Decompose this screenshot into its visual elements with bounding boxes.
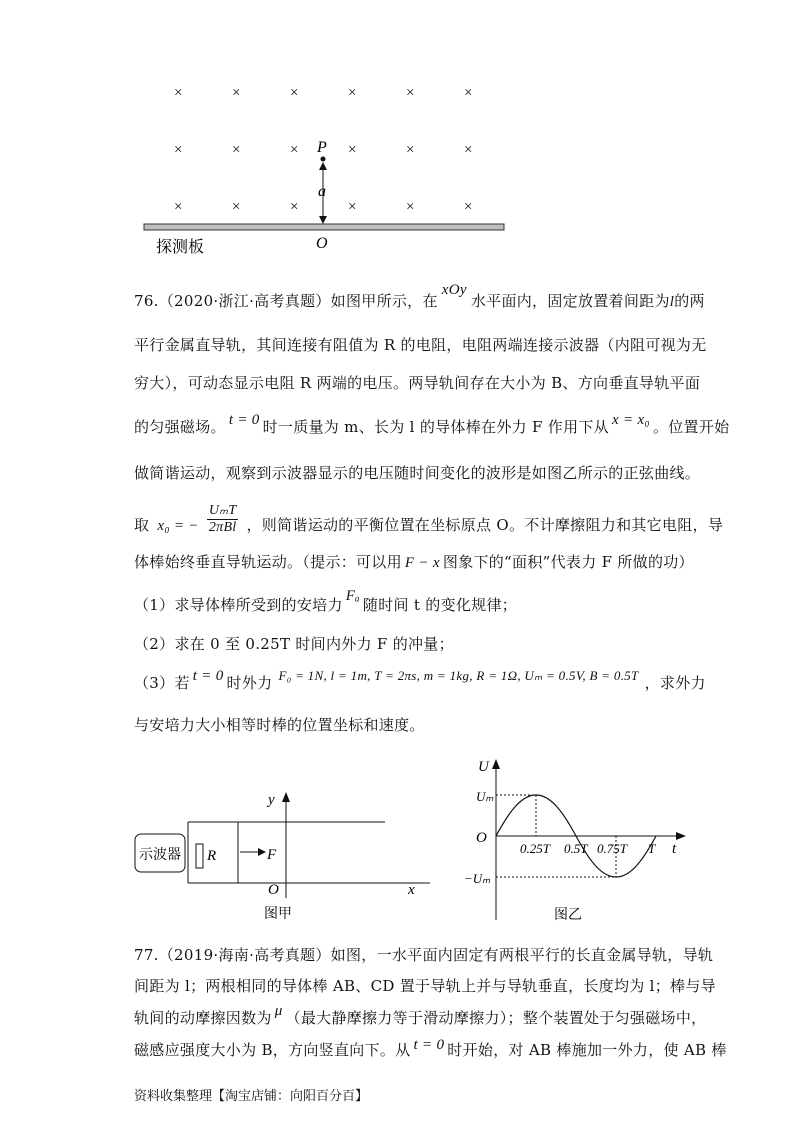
tick-t: T xyxy=(648,841,656,856)
label-u: U xyxy=(478,759,489,775)
q76-line-5: 做简谐运动，观察到示波器显示的电压随时间变化的波形是如图乙所示的正弦曲线。 xyxy=(134,464,701,482)
q76-part-3: （3）若 t = 0 时外力 F₀ = 1N, l = 1m, T = 2πs, m = 1kg, R = 1Ω, Uₘ = 0.5V, B = 0.5T ，求外力 xyxy=(134,668,706,692)
cross: × xyxy=(232,85,241,101)
cross: × xyxy=(348,85,357,101)
label-p: P xyxy=(317,139,327,156)
label-o: O xyxy=(316,235,328,252)
caption-yi: 图乙 xyxy=(554,907,582,923)
cross: × xyxy=(174,199,183,215)
u-axis-arrow xyxy=(492,759,500,769)
cross: × xyxy=(348,199,357,215)
cross: × xyxy=(406,199,415,215)
field-figure xyxy=(130,70,530,260)
cross: × xyxy=(464,142,473,158)
cross: × xyxy=(232,199,241,215)
cross: × xyxy=(406,85,415,101)
q77-line-1: 77.（2019·海南·高考真题）如图，一水平面内固定有两根平行的长直金属导轨，导轨 xyxy=(134,946,714,964)
label-o: O xyxy=(476,830,487,846)
label-r: R xyxy=(207,848,217,864)
caption-jia: 图甲 xyxy=(264,906,292,922)
cross: × xyxy=(232,142,241,158)
label-y: y xyxy=(268,792,275,808)
q76-part-2: （2）求在 0 至 0.25T 时间内外力 F 的冲量； xyxy=(134,635,454,653)
cross: × xyxy=(464,199,473,215)
cross: × xyxy=(348,142,357,158)
label-um: Uₘ xyxy=(476,789,494,804)
q77-line-4: 磁感应强度大小为 B，方向竖直向下。从 t = 0 时开始，对 AB 棒施加一外力，使 AB 棒 xyxy=(134,1037,727,1059)
resistor xyxy=(196,844,203,868)
arrow-down xyxy=(319,216,327,224)
plate-label: 探测板 xyxy=(156,237,205,256)
cross: × xyxy=(174,142,183,158)
tick-075t: 0.75T xyxy=(597,841,627,856)
q77-line-2: 间距为 l；两根相同的导体棒 AB、CD 置于导轨上并与导轨垂直，长度均为 l；棒与导 xyxy=(134,977,716,995)
q76-line-3: 穷大），可动态显示电阻 R 两端的电压。两导轨间存在大小为 B、方向垂直导轨平面 xyxy=(134,374,701,392)
label-t: t xyxy=(672,841,677,857)
q76-line-6: 取 x₀ = − UₘT 2πBl ，则简谐运动的平衡位置在坐标原点 O。不计摩擦阻力和其它电阻，导 xyxy=(134,503,724,535)
force-arrow-head xyxy=(258,848,266,856)
q76-part-1: （1）求导体棒所受到的安培力 Fₐ 随时间 t 的变化规律； xyxy=(134,588,518,614)
q76-line-7: 体棒始终垂直导轨运动。（提示：可以用 F − x 图象下的“面积”代表力 F 所做的功） xyxy=(134,553,694,571)
figure-jia xyxy=(130,788,440,928)
tick-05t: 0.5T xyxy=(564,841,588,856)
cross: × xyxy=(406,142,415,158)
label-f: F xyxy=(267,847,277,863)
figure-yi xyxy=(440,755,690,927)
q77-line-3: 轨间的动摩擦因数为 μ （最大静摩擦力等于滑动摩擦力）；整个装置处于匀强磁场中， xyxy=(134,1003,707,1027)
q76-line-1: 76.（2020·浙江·高考真题）如图甲所示，在xOy水平面内，固定放置着间距为l的两 xyxy=(134,282,705,310)
cross: × xyxy=(174,85,183,101)
cross: × xyxy=(290,85,299,101)
q76-line-11: 与安培力大小相等时棒的位置坐标和速度。 xyxy=(134,716,425,734)
cross: × xyxy=(464,85,473,101)
t-axis-arrow xyxy=(676,832,686,840)
label-o: O xyxy=(268,882,279,898)
fraction: UₘT 2πBl xyxy=(208,503,237,535)
tick-025t: 0.25T xyxy=(520,841,550,856)
oscilloscope-label: 示波器 xyxy=(139,847,181,863)
point-p xyxy=(321,157,326,162)
arrow-up xyxy=(319,162,327,170)
q76-line-2: 平行金属直导轨，其间连接有阻值为 R 的电阻，电阻两端连接示波器（内阻可视为无 xyxy=(134,336,707,354)
cross: × xyxy=(290,142,299,158)
label-x: x xyxy=(408,882,415,898)
y-axis-arrow xyxy=(282,792,290,802)
label-a: a xyxy=(318,183,326,200)
page-footer: 资料收集整理【淘宝店铺：向阳百分百】 xyxy=(134,1089,369,1104)
label-neg-um: −Uₘ xyxy=(464,871,491,886)
detector-plate xyxy=(144,224,504,230)
cross: × xyxy=(290,199,299,215)
q76-line-4: 的匀强磁场。 t = 0 时一质量为 m、长为 l 的导体棒在外力 F 作用下从 x = x₀ 。位置开始 xyxy=(134,412,730,436)
